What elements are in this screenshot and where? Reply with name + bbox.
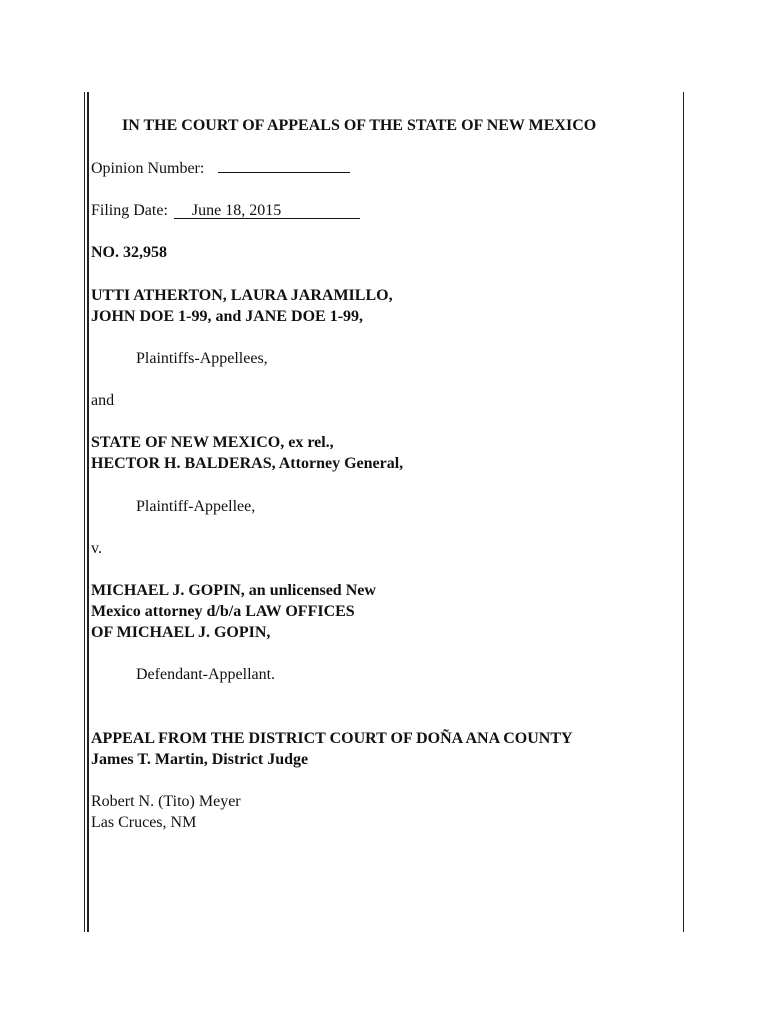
defendant-line-1: MICHAEL J. GOPIN, an unlicensed New	[91, 582, 376, 599]
docket-number: NO. 32,958	[91, 244, 167, 261]
state-plaintiff-role: Plaintiff-Appellee,	[136, 498, 256, 515]
right-margin-rule	[683, 92, 684, 932]
conjunction-and: and	[91, 392, 115, 409]
plaintiffs-line-1: UTTI ATHERTON, LAURA JARAMILLO,	[91, 287, 393, 304]
plaintiffs-line-2: JOHN DOE 1-99, and JANE DOE 1-99,	[91, 308, 364, 325]
counsel-city: Las Cruces, NM	[91, 814, 197, 831]
court-heading: IN THE COURT OF APPEALS OF THE STATE OF NEW MEXICO	[122, 117, 597, 134]
district-judge: James T. Martin, District Judge	[91, 751, 309, 768]
versus: v.	[91, 540, 102, 557]
state-plaintiff-line-1: STATE OF NEW MEXICO, ex rel.,	[91, 434, 334, 451]
defendant-role: Defendant-Appellant.	[136, 666, 276, 683]
opinion-number-blank	[218, 172, 350, 173]
filing-date-line	[91, 201, 360, 221]
filing-date-label: Filing Date:	[91, 202, 168, 219]
state-plaintiff-line-2: HECTOR H. BALDERAS, Attorney General,	[91, 455, 404, 472]
filing-date-value: June 18, 2015	[174, 203, 360, 219]
opinion-number-line	[91, 159, 350, 179]
counsel-name: Robert N. (Tito) Meyer	[91, 793, 241, 810]
opinion-number-label: Opinion Number:	[91, 160, 205, 177]
defendant-line-2: Mexico attorney d/b/a LAW OFFICES	[91, 603, 355, 620]
left-margin-rule-thick	[87, 92, 89, 932]
plaintiffs-role: Plaintiffs-Appellees,	[136, 350, 268, 367]
left-margin-rule	[84, 92, 85, 932]
appeal-heading: APPEAL FROM THE DISTRICT COURT OF DOÑA ANA COUNTY	[91, 730, 573, 747]
defendant-line-3: OF MICHAEL J. GOPIN,	[91, 624, 271, 641]
